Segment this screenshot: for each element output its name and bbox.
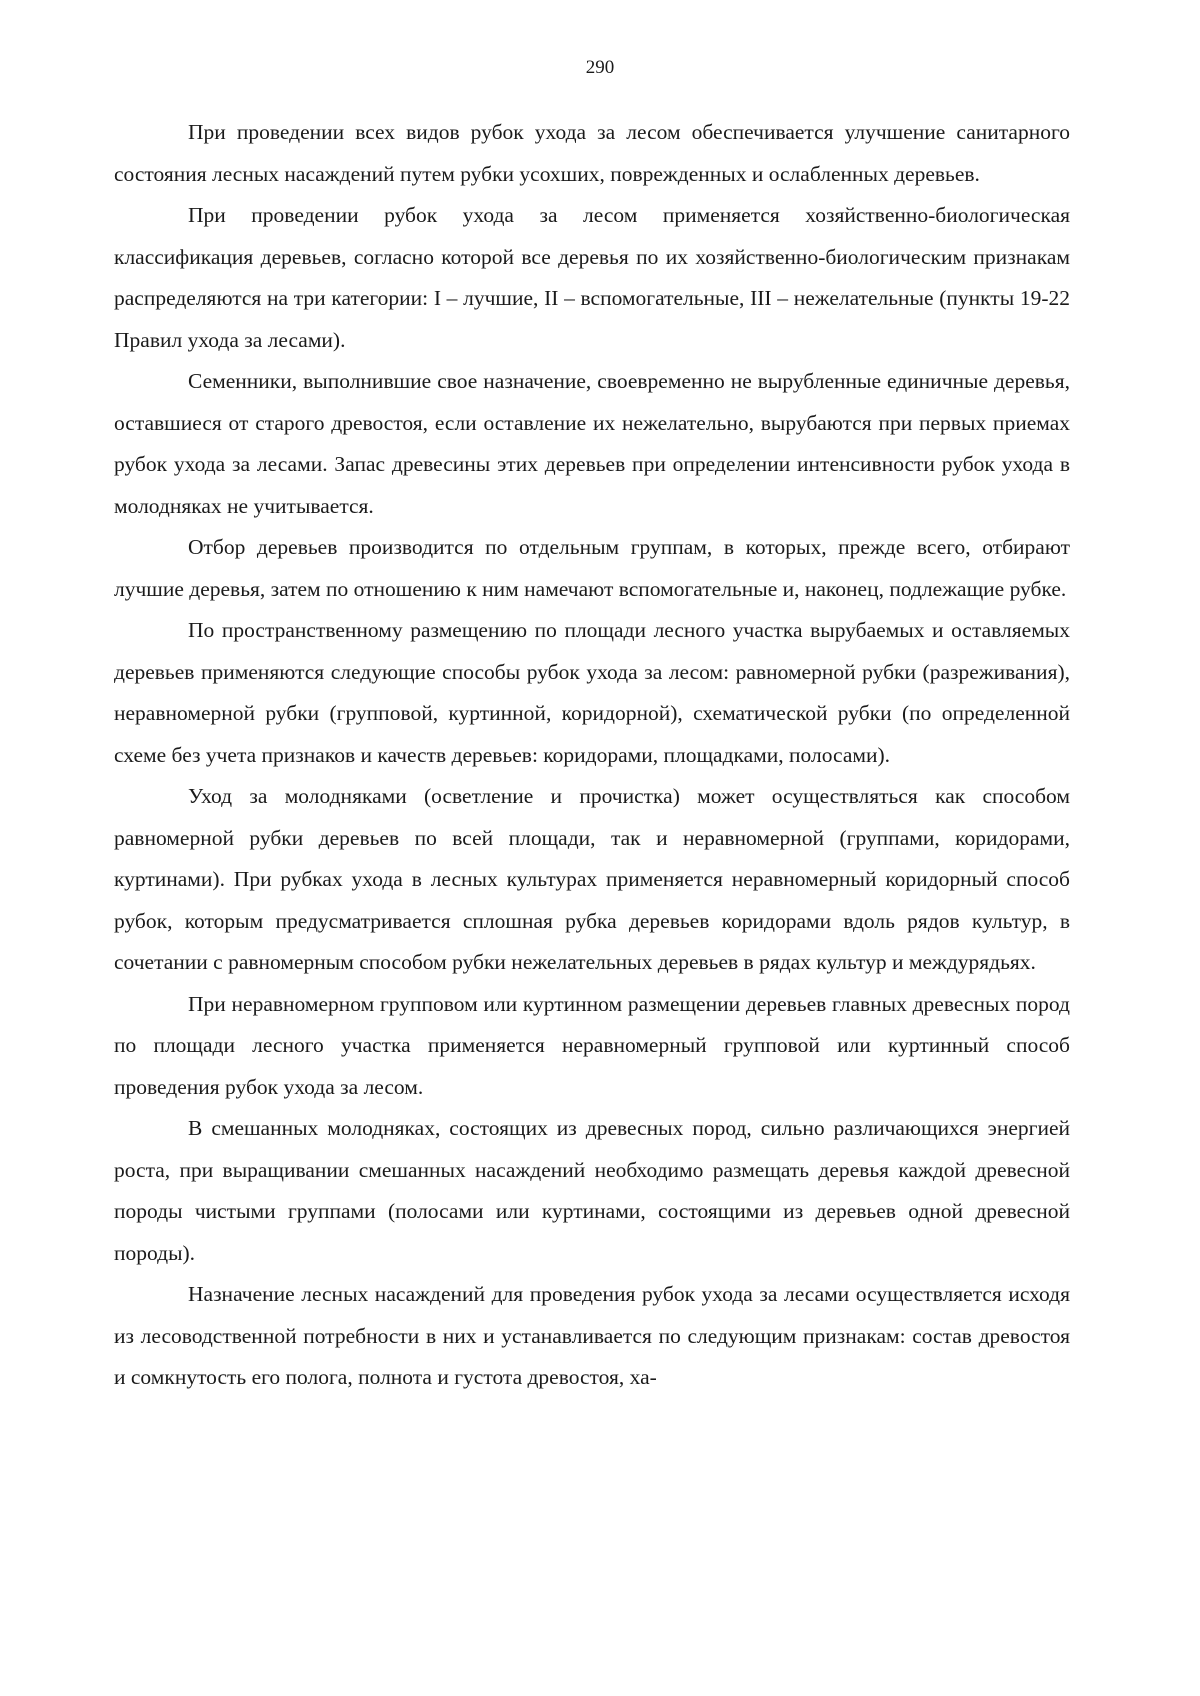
paragraph-5: По пространственному размещению по площади лесного участка вырубаемых и оставляемых деревьев применяются следующие способы рубок ухода за лесом: равномерной рубки (разреживания), неравномерной рубки (групповой, куртинной, коридорной), схематической рубки (по определенной схеме без учета признаков и качеств деревьев: коридорами, площадками, полосами). — [114, 618, 1070, 767]
paragraph-4: Отбор деревьев производится по отдельным группам, в которых, прежде всего, отбирают лучшие деревья, затем по отношению к ним намечают вспомогательные и, наконец, подлежащие рубке. — [114, 535, 1070, 601]
paragraph-6: Уход за молодняками (осветление и прочистка) может осуществляться как способом равномерной рубки деревьев по всей площади, так и неравномерной (группами, коридорами, куртинами). При рубках ухода в лесных культурах применяется неравномерный коридорный способ рубок, которым предусматривается сплошная рубка деревьев коридорами вдоль рядов культур, в сочетании с равномерным способом рубки нежелательных деревьев в рядах культур и междурядьях. — [114, 784, 1070, 974]
paragraph-3: Семенники, выполнившие свое назначение, своевременно не вырубленные единичные деревья, оставшиеся от старого древостоя, если оставление их нежелательно, вырубаются при первых приемах рубок ухода за лесами. Запас древесины этих деревьев при определении интенсивности рубок ухода в молодняках не учитывается. — [114, 369, 1070, 518]
paragraph-9: Назначение лесных насаждений для проведения рубок ухода за лесами осуществляется исходя из лесоводственной потребности в них и устанавливается по следующим признакам: состав древостоя и сомкнутость его полога, полнота и густота древостоя, ха- — [114, 1282, 1070, 1389]
paragraph-1: При проведении всех видов рубок ухода за лесом обеспечивается улучшение санитарного состояния лесных насаждений путем рубки усохших, поврежденных и ослабленных деревьев. — [114, 120, 1070, 186]
body-text — [114, 112, 1070, 1399]
paragraph-8: В смешанных молодняках, состоящих из древесных пород, сильно различающихся энергией роста, при выращивании смешанных насаждений необходимо размещать деревья каждой древесной породы чистыми группами (полосами или куртинами, состоящими из деревьев одной древесной породы). — [114, 1116, 1070, 1265]
paragraph-7: При неравномерном групповом или куртинном размещении деревьев главных древесных пород по площади лесного участка применяется неравномерный групповой или куртинный способ проведения рубок ухода за лесом. — [114, 991, 1070, 1099]
paragraph-2: При проведении рубок ухода за лесом применяется хозяйственно-биологическая классификация деревьев, согласно которой все деревья по их хозяйственно-биологическим признакам распределяются на три категории: I – лучшие, II – вспомогательные, III – нежелательные (пункты 19-22 Правил ухода за лесами). — [114, 203, 1070, 352]
page-number: 290 — [585, 57, 615, 78]
